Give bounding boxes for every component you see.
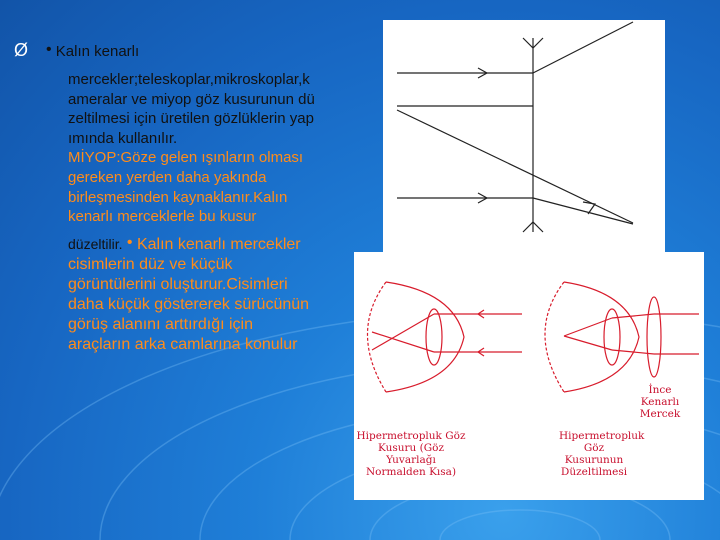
first-bullet-line (46, 40, 318, 62)
caption-correction: Hipermetropluk Göz Kusurunun Düzeltilmesi (559, 430, 645, 478)
right-eye-outline (564, 282, 639, 392)
left-eye-outline (386, 282, 464, 392)
second-bullet (68, 233, 318, 355)
first-body: mercekler;teleskoplar,mikroskoplar,kameralar ve miyop göz kusurunun düzeltilmesi için üretilen gözlüklerin yapımında kullanılır. (68, 71, 315, 147)
bullet-dot-icon: • (46, 41, 52, 58)
right-eye-retina (545, 282, 564, 392)
diverging-lens-diagram (383, 20, 665, 252)
correction-lens (647, 297, 661, 377)
first-lead: Kalın kenarlı (55, 43, 140, 60)
lens-ray-diagram (383, 20, 665, 252)
caption-lens: İnce Kenarlı Mercek (639, 384, 681, 420)
miyop-text: MİYOP:Göze gelen ışınların olması gereken yerden daha yakında birleşmesinden kaynaklanır.Kalın kenarlı merceklerle bu kusur (68, 149, 304, 226)
arrow-bullet-icon: Ø (14, 40, 29, 60)
bullet-dot-icon: • (126, 233, 133, 251)
caption-hyperopia: Hipermetropluk Göz Kusuru (Göz Yuvarlağı Normalden Kısa) (356, 430, 466, 478)
eye-correction-figure (354, 252, 704, 500)
left-eye-retina (368, 282, 387, 392)
fix-word: düzeltilir. (68, 235, 123, 252)
second-text: Kalın kenarlı mercekler cisimlerin düz ve küçük görüntülerini oluşturur.Cisimleri daha küçük göstererek sürücünün görüş alanını arttırdığı için araçların arka camlarına konulur (68, 235, 310, 353)
slide-text (46, 40, 318, 355)
